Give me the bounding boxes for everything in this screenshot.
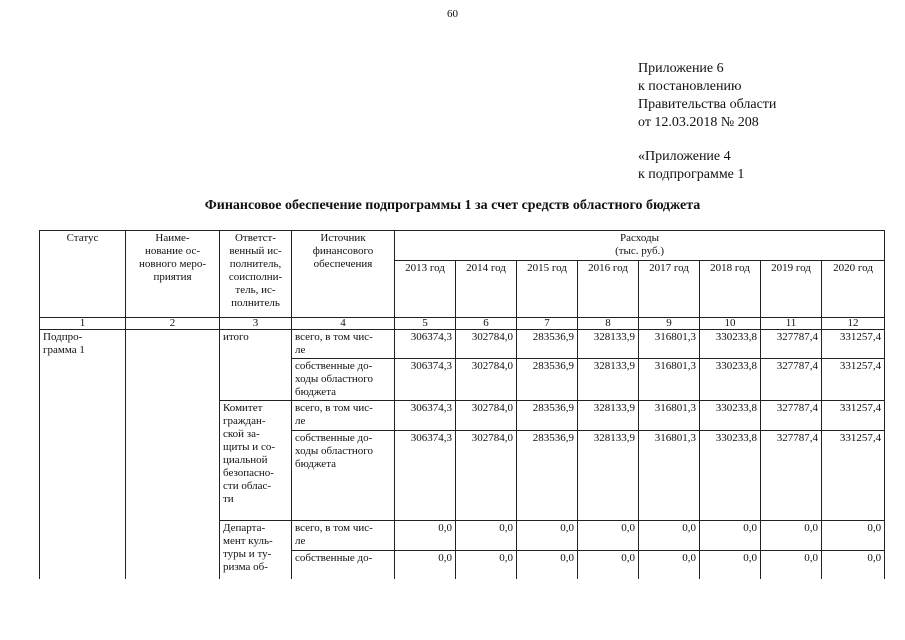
executor-text: мент куль- [223, 535, 273, 547]
source-text: всего, в том чис- [295, 331, 373, 343]
value-cell: 327787,4 [761, 431, 822, 521]
header-row [40, 231, 885, 261]
value-cell: 283536,9 [517, 359, 578, 401]
column-number: 12 [822, 318, 885, 330]
source-text: бюджета [295, 458, 337, 470]
year-header: 2015 год [517, 261, 578, 318]
appendix-block-2 [638, 148, 744, 184]
column-number: 7 [517, 318, 578, 330]
source-text: ходы областного [295, 445, 374, 457]
value-cell: 331257,4 [822, 431, 885, 521]
executor-text: итого [223, 331, 249, 343]
value-cell: 306374,3 [395, 431, 456, 521]
header-text: финансового [312, 245, 374, 257]
year-header: 2014 год [456, 261, 517, 318]
header-text: Источник [320, 232, 366, 244]
value-cell: 0,0 [517, 521, 578, 551]
header-text: Наиме- [155, 232, 190, 244]
appendix-line: Правительства области [638, 97, 777, 112]
value-cell: 283536,9 [517, 330, 578, 359]
year-header: 2016 год [578, 261, 639, 318]
year-header: 2019 год [761, 261, 822, 318]
appendix-line: к постановлению [638, 79, 742, 94]
value-cell: 316801,3 [639, 330, 700, 359]
value-cell: 330233,8 [700, 330, 761, 359]
executor-text: Департа- [223, 522, 266, 534]
appendix-line: от 12.03.2018 № 208 [638, 115, 759, 130]
value-cell: 306374,3 [395, 330, 456, 359]
value-cell: 316801,3 [639, 401, 700, 431]
value-cell: 302784,0 [456, 431, 517, 521]
source-cell [292, 330, 395, 359]
column-number: 2 [126, 318, 220, 330]
value-cell: 331257,4 [822, 401, 885, 431]
status-text: грамма 1 [43, 344, 85, 356]
value-cell: 327787,4 [761, 330, 822, 359]
value-cell: 328133,9 [578, 431, 639, 521]
executor-text: туры и ту- [223, 548, 272, 560]
source-cell [292, 431, 395, 521]
header-text: Расходы [620, 232, 660, 244]
financing-table [39, 230, 885, 579]
year-header: 2013 год [395, 261, 456, 318]
column-number: 3 [220, 318, 292, 330]
value-cell: 0,0 [822, 521, 885, 551]
value-cell: 0,0 [700, 551, 761, 579]
column-number: 8 [578, 318, 639, 330]
value-cell: 302784,0 [456, 330, 517, 359]
header-text: обеспечения [313, 258, 373, 270]
header-text: полнитель, [229, 258, 282, 270]
value-cell: 302784,0 [456, 401, 517, 431]
executor-text: щиты и со- [223, 441, 275, 453]
source-text: собственные до- [295, 360, 373, 372]
value-cell: 283536,9 [517, 431, 578, 521]
value-cell: 0,0 [395, 521, 456, 551]
header-status [40, 231, 126, 318]
source-text: ходы областного [295, 373, 374, 385]
value-cell: 0,0 [700, 521, 761, 551]
source-text: всего, в том чис- [295, 522, 373, 534]
executor-text: циальной [223, 454, 268, 466]
value-cell: 330233,8 [700, 401, 761, 431]
value-cell: 330233,8 [700, 431, 761, 521]
column-number: 10 [700, 318, 761, 330]
executor-cell [220, 401, 292, 521]
source-cell [292, 401, 395, 431]
value-cell: 0,0 [517, 551, 578, 579]
value-cell: 330233,8 [700, 359, 761, 401]
value-cell: 0,0 [395, 551, 456, 579]
header-responsible [220, 231, 292, 318]
table-row [40, 330, 885, 359]
executor-text: Комитет [223, 402, 263, 414]
value-cell: 283536,9 [517, 401, 578, 431]
executor-text: ской за- [223, 428, 260, 440]
column-number: 6 [456, 318, 517, 330]
executor-text: сти облас- [223, 480, 272, 492]
value-cell: 0,0 [578, 551, 639, 579]
value-cell: 0,0 [822, 551, 885, 579]
value-cell: 316801,3 [639, 431, 700, 521]
appendix-line: Приложение 6 [638, 61, 724, 76]
status-cell [40, 330, 126, 579]
status-text: Подпро- [43, 331, 83, 343]
header-name [126, 231, 220, 318]
header-text: полнитель [231, 297, 280, 309]
value-cell: 306374,3 [395, 401, 456, 431]
header-text: Ответст- [234, 232, 277, 244]
source-text: всего, в том чис- [295, 402, 373, 414]
measure-name-cell [126, 330, 220, 579]
source-text: собственные до- [295, 552, 373, 564]
column-number: 4 [292, 318, 395, 330]
value-cell: 328133,9 [578, 401, 639, 431]
value-cell: 302784,0 [456, 359, 517, 401]
appendix-line: к подпрограмме 1 [638, 167, 745, 182]
column-numbers-row [40, 318, 885, 330]
header-text: новного меро- [139, 258, 206, 270]
header-text: тель, ис- [235, 284, 276, 296]
header-text: нование ос- [144, 245, 201, 257]
source-cell [292, 359, 395, 401]
header-text: Статус [66, 232, 99, 244]
executor-text: граждан- [223, 415, 266, 427]
value-cell: 327787,4 [761, 359, 822, 401]
value-cell: 316801,3 [639, 359, 700, 401]
appendix-block [638, 60, 776, 132]
page-number: 60 [447, 8, 458, 20]
header-text: соисполни- [228, 271, 283, 283]
column-number: 11 [761, 318, 822, 330]
source-text: ле [295, 344, 306, 356]
source-cell [292, 521, 395, 551]
document-title: Финансовое обеспечение подпрограммы 1 за счет средств областного бюджета [204, 198, 701, 213]
value-cell: 328133,9 [578, 330, 639, 359]
source-text: ле [295, 415, 306, 427]
source-text: бюджета [295, 386, 337, 398]
header-text: приятия [153, 271, 192, 283]
appendix-line: «Приложение 4 [638, 149, 731, 164]
value-cell: 0,0 [456, 521, 517, 551]
year-header: 2018 год [700, 261, 761, 318]
executor-text: безопасно- [223, 467, 274, 479]
value-cell: 327787,4 [761, 401, 822, 431]
source-text: ле [295, 535, 306, 547]
value-cell: 0,0 [578, 521, 639, 551]
column-number: 5 [395, 318, 456, 330]
source-text: собственные до- [295, 432, 373, 444]
year-header: 2020 год [822, 261, 885, 318]
value-cell: 0,0 [639, 521, 700, 551]
header-source [292, 231, 395, 318]
value-cell: 328133,9 [578, 359, 639, 401]
value-cell: 306374,3 [395, 359, 456, 401]
executor-text: ти [223, 493, 234, 505]
source-cell [292, 551, 395, 579]
executor-cell [220, 330, 292, 401]
header-expenses [395, 231, 885, 261]
year-header: 2017 год [639, 261, 700, 318]
value-cell: 0,0 [639, 551, 700, 579]
header-text: венный ис- [229, 245, 282, 257]
header-text: (тыс. руб.) [615, 245, 665, 257]
value-cell: 331257,4 [822, 359, 885, 401]
column-number: 1 [40, 318, 126, 330]
value-cell: 0,0 [761, 551, 822, 579]
value-cell: 331257,4 [822, 330, 885, 359]
executor-cell [220, 521, 292, 579]
value-cell: 0,0 [456, 551, 517, 579]
value-cell: 0,0 [761, 521, 822, 551]
executor-text: ризма об- [223, 561, 268, 573]
column-number: 9 [639, 318, 700, 330]
